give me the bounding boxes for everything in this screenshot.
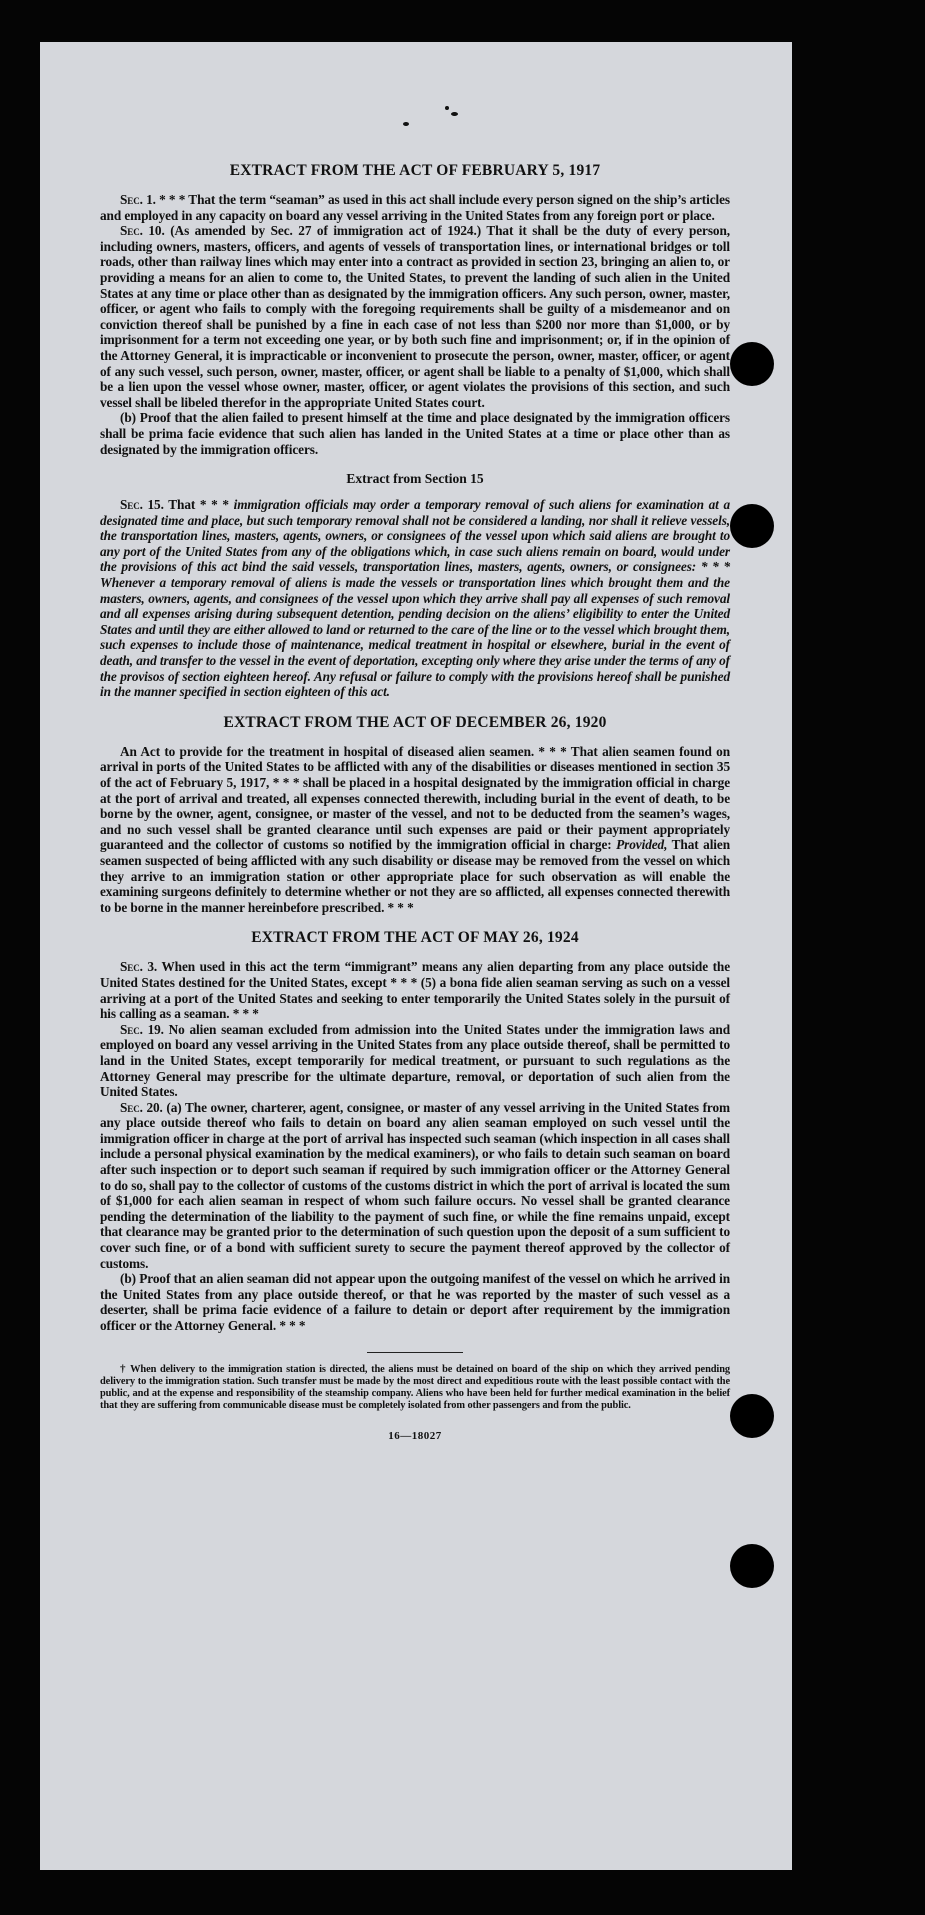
paragraph-sec-3 xyxy=(100,959,730,1021)
footnote-marker: † xyxy=(120,1362,127,1375)
paragraph-sec-10-b: (b) Proof that the alien failed to present himself at the time and place designated by the immigration officers shall be prima facie evidence that such alien has landed in the United States at a time or place other than as designated by the immigration officers. xyxy=(100,410,730,457)
ink-speck xyxy=(403,122,409,126)
heading-act-1920: EXTRACT FROM THE ACT OF DECEMBER 26, 1920 xyxy=(223,713,607,731)
heading-act-1917: EXTRACT FROM THE ACT OF FEBRUARY 5, 1917 xyxy=(229,162,601,179)
paragraph-sec-20-b: (b) Proof that an alien seaman did not appear upon the outgoing manifest of the vessel on which he arrived in the United States from any place outside thereof, or that he was reported by the master of such vessel as a deserter, shall be prima facie evidence of a failure to detain or deport after requirement by the immigration officer or the Attorney General. * * * xyxy=(100,1271,730,1333)
section-label: Sec. 19. xyxy=(120,1021,164,1037)
paragraph-sec-20 xyxy=(100,1100,730,1272)
footnote-text: When delivery to the immigration station is directed, the aliens must be detained on board of the ship on which they arrived pending delivery to the immigration station. Such transfer must be made by the most direct and expeditious route with the least possible contact with the public, and at the expense and responsibility of the steamship company. Aliens who have been held for further medical examination in the belief that they are suffering from communicable disease must be completely isolated from other passengers and from the public. xyxy=(100,1363,730,1411)
paragraph-sec-1 xyxy=(100,192,730,223)
section-label: Sec. 1. xyxy=(120,192,156,207)
document-page xyxy=(40,42,792,1870)
form-number: 16—18027 xyxy=(388,1429,442,1442)
punch-hole xyxy=(730,1544,774,1588)
punch-hole xyxy=(730,342,774,386)
ink-speck xyxy=(451,112,458,116)
paragraph-lead: That * * * xyxy=(168,497,229,513)
heading-section-15: Extract from Section 15 xyxy=(346,471,484,487)
paragraph-sec-15 xyxy=(100,497,730,700)
heading-act-1924: EXTRACT FROM THE ACT OF MAY 26, 1924 xyxy=(251,929,579,947)
paragraph-text: An Act to provide for the treatment in hospital of diseased alien seamen. * * * That alien seamen found on arrival in ports of the United States to be afflicted with any of the disabilities or diseases mentioned in section 35 of the act of February 5, 1917, * * * shall be placed in a hospital designated by the immigration official in charge at the port of arrival and treated, all expenses connected therewith, including burial in the event of death, to be borne by the owner, agent, consignee, or master of the vessel, and not to be deducted from the seamen’s wages, and no such vessel shall be granted clearance until such expenses are paid or their payment appropriately guaranteed and the collector of customs so notified by the immigration official in charge: xyxy=(100,743,730,853)
section-label: Sec. 20. xyxy=(120,1099,163,1115)
punch-hole xyxy=(730,504,774,548)
paragraph-sec-19 xyxy=(100,1022,730,1100)
section-label: Sec. 3. xyxy=(120,959,158,975)
section-label: Sec. 15. xyxy=(120,497,164,513)
document-body xyxy=(100,162,730,1442)
paragraph-text: When used in this act the term “immigrant” means any alien departing from any place outside the United States destined for the United States, except * * * (5) a bona fide alien seaman serving as such on a vessel arriving at a port of the United States and seeking to enter temporarily the United States solely in the pursuit of his calling as a seaman. * * * xyxy=(100,959,730,1022)
footnote xyxy=(100,1363,730,1412)
paragraph-text: That alien seamen suspected of being afflicted with any such disability or disease may be removed from the vessel on which they arrive to an immigration station or other appropriate place for such observation as will enable the examining surgeons definitely to determine whether or not they are so afflicted, all expenses connected therewith to be borne in the manner hereinbefore prescribed. * * * xyxy=(100,837,730,915)
paragraph-text: (a) The owner, charterer, agent, consignee, or master of any vessel arriving in the United States from any place outside thereof who fails to detain on board any alien seaman employed on such vessel until the immigration officer in charge at the port of arrival has inspected such seaman (which inspection in all cases shall include a personal physical examination by the medical examiners), or who fails to detain such seaman on board after such inspection or to deport such seaman if required by such immigration officer or the Attorney General to do so, shall pay to the collector of customs of the customs district in which the port of arrival is located the sum of $1,000 for each alien seaman in respect of whom such failure occurs. No vessel shall be granted clearance pending the determination of the liability to the payment of such fine, or while the fine remains unpaid, except that clearance may be granted prior to the determination of such question upon the deposit of a sum sufficient to cover such fine, or of a bond with sufficient surety to secure the payment thereof approved by the collector of customs. xyxy=(100,1099,730,1271)
ink-specks xyxy=(363,104,473,134)
provided-label: Provided, xyxy=(616,837,668,853)
ink-speck xyxy=(445,106,449,110)
section-label: Sec. 10. xyxy=(120,223,165,239)
paragraph-sec-10 xyxy=(100,223,730,410)
paragraph-text: (As amended by Sec. 27 of immigration act of 1924.) That it shall be the duty of every person, including owners, masters, officers, and agents of vessels of transportation lines, or international bridges or toll roads, other than railway lines which may enter into a contract as provided in section 23, bringing an alien to, or providing a means for an alien to come to, the United States, to prevent the landing of such alien in the United States at any time or place other than as designated by the immigration officers. Any such person, owner, master, officer, or agent who fails to comply with the foregoing requirements shall be guilty of a misdemeanor and on conviction thereof shall be punished by a fine in each case of not less than $200 nor more than $1,000, or by imprisonment for a term not exceeding one year, or by both such fine and imprisonment; or, if in the opinion of the Attorney General, it is impracticable or inconvenient to prosecute the person, owner, master, officer, or agent of any such vessel, such person, owner, master, officer, or agent shall be liable to a penalty of $1,000, which shall be a lien upon the vessel whose owner, master, officer, or agent violates the provisions of this section, and such vessel shall be libeled therefor in the appropriate United States court. xyxy=(100,223,730,410)
paragraph-text: No alien seaman excluded from admission into the United States under the immigration laws and employed on board any vessel arriving in the United States from any place outside thereof, shall be permitted to land in the United States, except temporarily for medical treatment, or pursuant to such regulations as the Attorney General may prescribe for the ultimate departure, removal, or deportation of such alien from the United States. xyxy=(100,1021,730,1100)
paragraph-text: immigration officials may order a temporary removal of such aliens for examination at a designated time and place, but such temporary removal shall not be considered a landing, nor shall it relieve vessels, the transportation lines, masters, agents, owners, or consignees of the vessel upon which said aliens are brought to any port of the United States from any of the obligations which, in case such aliens remain on board, would under the provisions of this act bind the said vessels, transportation lines, masters, agents, owners, or consignees: * * * Whenever a temporary removal of aliens is made the vessels or transportation lines which brought them and the masters, owners, agents, and consignees of the vessel upon which they arrive shall pay all expenses of such removal and all expenses arising during subsequent detention, pending decision on the aliens’ eligibility to enter the United States and until they are either allowed to land or returned to the care of the line or to the vessel which brought them, such expenses to include those of maintenance, medical treatment in hospital or elsewhere, burial in the event of death, and transfer to the vessel in the event of deportation, excepting only where they arise under the terms of any of the provisos of section eighteen hereof. Any refusal or failure to comply with the provisions hereof shall be punished in the manner specified in section eighteen of this act. xyxy=(100,497,731,700)
paragraph-text: * * * That the term “seaman” as used in this act shall include every person signed on the ship’s articles and employed in any capacity on board any vessel arriving in the United States from any foreign port or place. xyxy=(100,192,730,223)
punch-hole xyxy=(730,1394,774,1438)
paragraph-act-1920 xyxy=(100,744,730,916)
footnote-divider xyxy=(367,1352,463,1353)
